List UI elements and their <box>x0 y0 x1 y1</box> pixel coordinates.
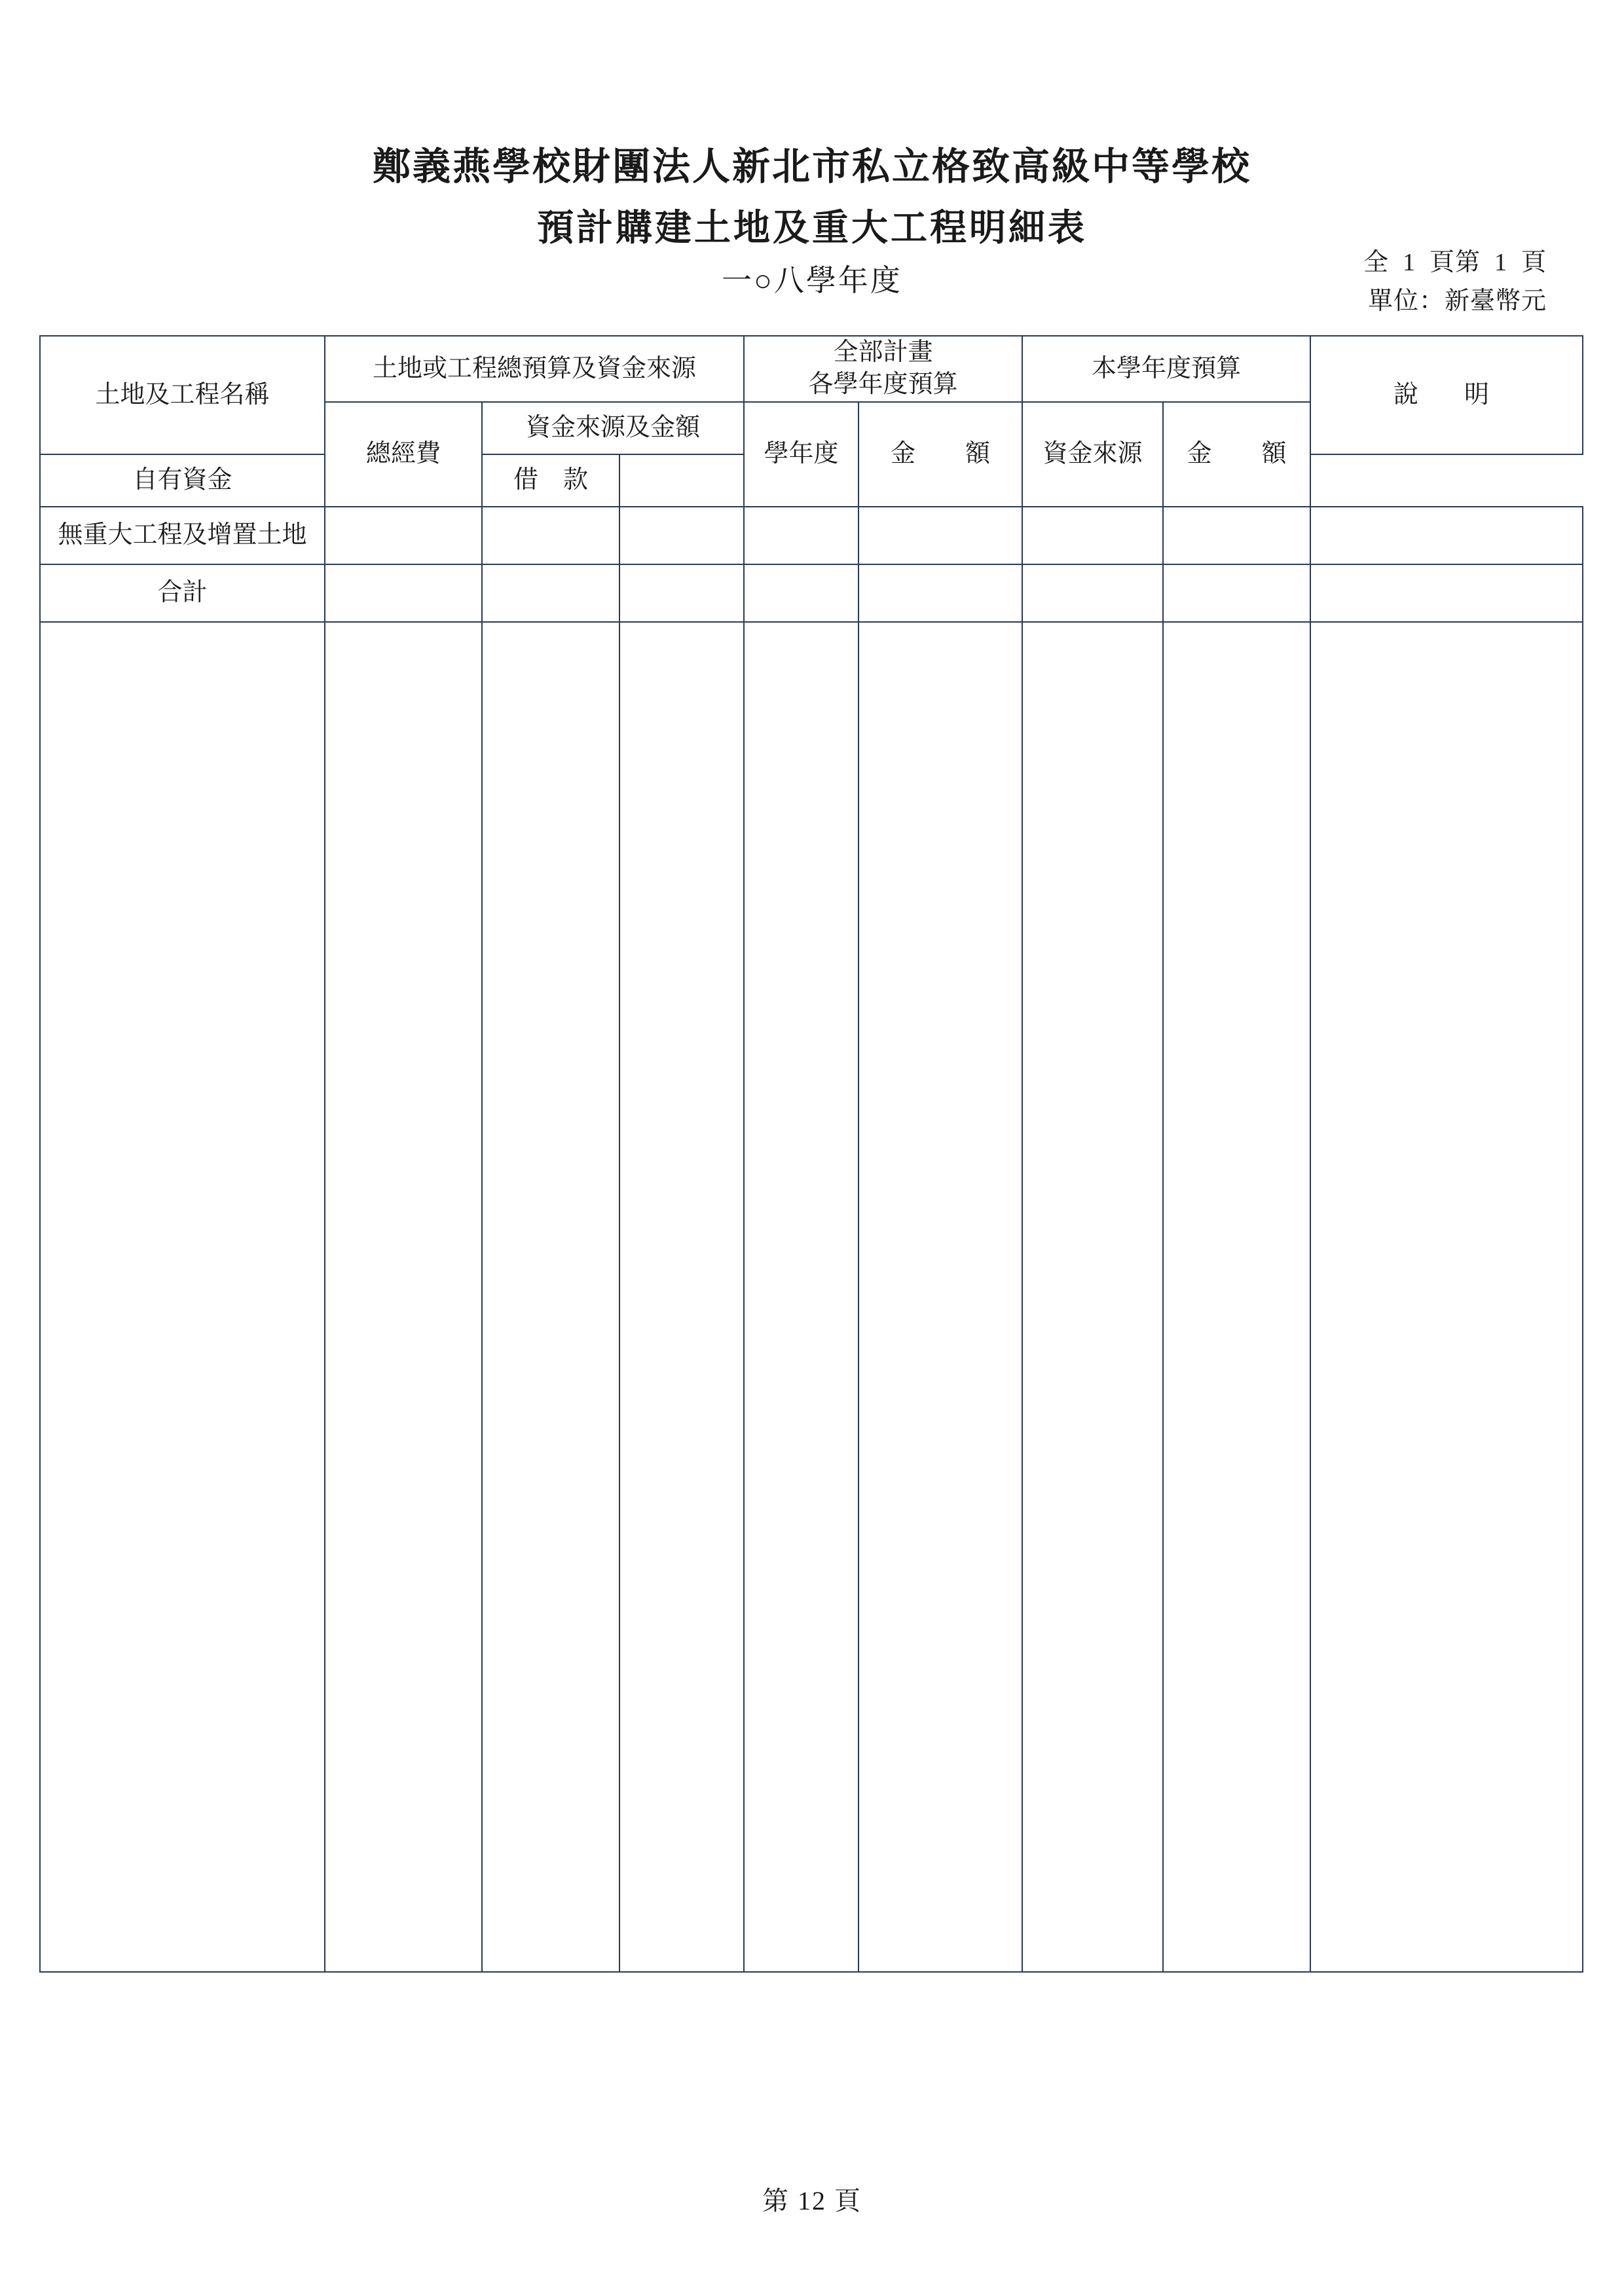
col-header-group-this-year: 本學年度預算 <box>1022 336 1310 402</box>
cell-own-fund <box>482 507 619 564</box>
col-header-group-budget-source: 土地或工程總預算及資金來源 <box>325 336 744 402</box>
cell-total-cost <box>325 507 482 564</box>
col-header-fund-source: 資金來源 <box>1022 402 1163 507</box>
blank-cell-own-fund <box>482 622 619 1972</box>
budget-table <box>39 335 1583 1973</box>
cell-loan <box>619 564 744 622</box>
blank-cell-fund-source <box>1022 622 1163 1972</box>
page-footer <box>0 2180 1624 2217</box>
cell-amount1 <box>858 507 1022 564</box>
col-header-own-fund: 自有資金 <box>40 454 325 507</box>
cell-remark <box>1310 564 1583 622</box>
col-header-amount2: 金 額 <box>1163 402 1310 507</box>
cell-name: 無重大工程及增置土地 <box>40 507 325 564</box>
col-header-amount1: 金 額 <box>858 402 1022 507</box>
document-meta <box>1206 244 1547 321</box>
cell-fund-source <box>1022 564 1163 622</box>
organization-title: 鄭義燕學校財團法人新北市私立格致高級中等學校 <box>372 145 1251 188</box>
blank-cell-loan <box>619 622 744 1972</box>
col-header-school-year: 學年度 <box>744 402 858 507</box>
budget-table-container <box>39 335 1582 1973</box>
blank-cell-amount2 <box>1163 622 1310 1972</box>
table-blank-area <box>40 622 1583 1972</box>
cell-fund-source <box>1022 507 1163 564</box>
col-header-group-all-plan <box>744 336 1022 402</box>
blank-cell-name <box>40 622 325 1972</box>
cell-amount2 <box>1163 507 1310 564</box>
cell-amount2 <box>1163 564 1310 622</box>
cell-loan <box>619 507 744 564</box>
cell-remark <box>1310 507 1583 564</box>
cell-own-fund <box>482 564 619 622</box>
cell-total-cost <box>325 564 482 622</box>
col-header-group-all-plan-line1: 全部計畫 <box>833 338 933 366</box>
table-header-row-1 <box>40 336 1583 402</box>
col-header-loan: 借 款 <box>482 454 619 507</box>
col-header-name: 土地及工程名稱 <box>40 336 325 454</box>
table-row-total <box>40 564 1583 622</box>
blank-cell-amount1 <box>858 622 1022 1972</box>
col-header-group-all-plan-line2: 各學年度預算 <box>808 371 958 399</box>
blank-cell-total-cost <box>325 622 482 1972</box>
col-header-remark: 說 明 <box>1310 336 1583 454</box>
blank-cell-school-year <box>744 622 858 1972</box>
col-header-total-cost: 總經費 <box>325 402 482 507</box>
table-row <box>40 507 1583 564</box>
cell-school-year <box>744 564 858 622</box>
currency-unit-label: 單位：新臺幣元 <box>1367 287 1547 315</box>
cell-amount1 <box>858 564 1022 622</box>
page-title: 預計購建土地及重大工程明細表 <box>537 208 1087 249</box>
page-number-label: 第 12 頁 <box>762 2186 862 2215</box>
academic-year-subtitle: 一○八學年度 <box>722 263 902 297</box>
cell-school-year <box>744 507 858 564</box>
cell-name: 合計 <box>40 564 325 622</box>
page-count-label: 全 1 頁第 1 頁 <box>1363 249 1547 276</box>
col-header-fund-source-amount: 資金來源及金額 <box>482 402 744 454</box>
blank-cell-remark <box>1310 622 1583 1972</box>
